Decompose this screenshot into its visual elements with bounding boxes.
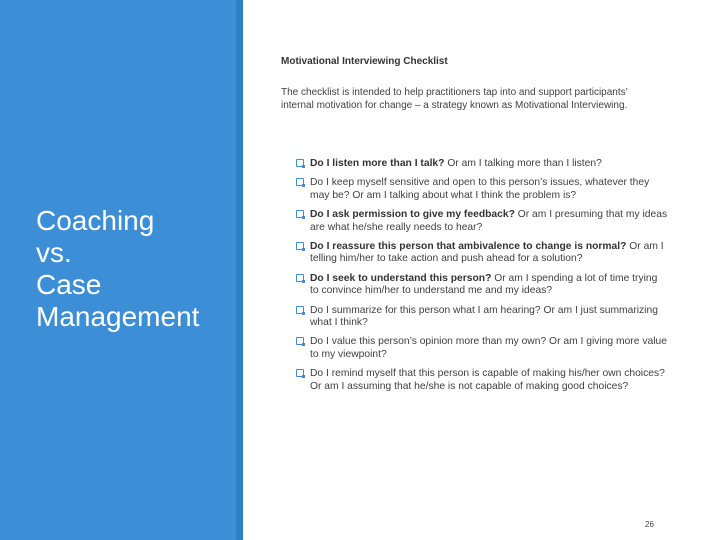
sidebar-edge — [236, 0, 243, 540]
checklist-item-strong: Do I ask permission to give my feedback? — [310, 209, 515, 221]
checklist-item — [296, 209, 668, 234]
checklist-item — [296, 273, 668, 298]
slide-title: Coaching vs. Case Management — [36, 205, 200, 332]
checklist — [296, 158, 668, 400]
checklist-item-text: Do I value this person’s opinion more than my own? Or am I giving more value to my viewpoint? — [310, 336, 667, 360]
checkbox-icon — [296, 210, 304, 218]
checkbox-icon — [296, 306, 304, 314]
checklist-item-strong: Do I listen more than I talk? — [310, 158, 445, 169]
intro-paragraph: The checklist is intended to help practitioners tap into and support participants’ internal motivation for change – a strategy known as Motivational Interviewing. — [281, 87, 628, 111]
checkbox-icon — [296, 274, 304, 282]
checklist-item — [296, 241, 668, 266]
checklist-heading: Motivational Interviewing Checklist — [281, 56, 448, 67]
checklist-item-text: Do I remind myself that this person is capable of making his/her own choices? Or am I assuming that he/she is not capable of making good choices? — [310, 368, 665, 392]
checkbox-icon — [296, 159, 304, 167]
checklist-item-text: Or am I telling him/her to take action and push ahead for a solution? — [310, 241, 664, 265]
checklist-item-text: Or am I presuming that my ideas are what he/she really needs to hear? — [310, 209, 668, 233]
checkbox-icon — [296, 178, 304, 186]
checkbox-icon — [296, 242, 304, 250]
page-number: 26 — [645, 520, 654, 529]
checklist-item-text: Or am I talking more than I listen? — [444, 158, 602, 169]
checklist-item — [296, 336, 668, 361]
checklist-item-strong: Do I seek to understand this person? — [310, 272, 492, 284]
checklist-item — [296, 158, 668, 170]
checklist-item — [296, 368, 668, 393]
checklist-item-text: Do I keep myself sensitive and open to this person’s issues, whatever they may be? Or am I talking about what I think the problem is? — [310, 177, 650, 201]
checklist-item-strong: Do I reassure this person that ambivalence to change is normal? — [310, 241, 627, 253]
checklist-item — [296, 305, 668, 330]
checklist-item — [296, 177, 668, 202]
checkbox-icon — [296, 369, 304, 377]
checkbox-icon — [296, 337, 304, 345]
checklist-item-text: Do I summarize for this person what I am hearing? Or am I just summarizing what I think? — [310, 304, 658, 329]
checklist-item-text: Or am I spending a lot of time trying to convince him/her to understand me and my ideas? — [310, 272, 658, 297]
